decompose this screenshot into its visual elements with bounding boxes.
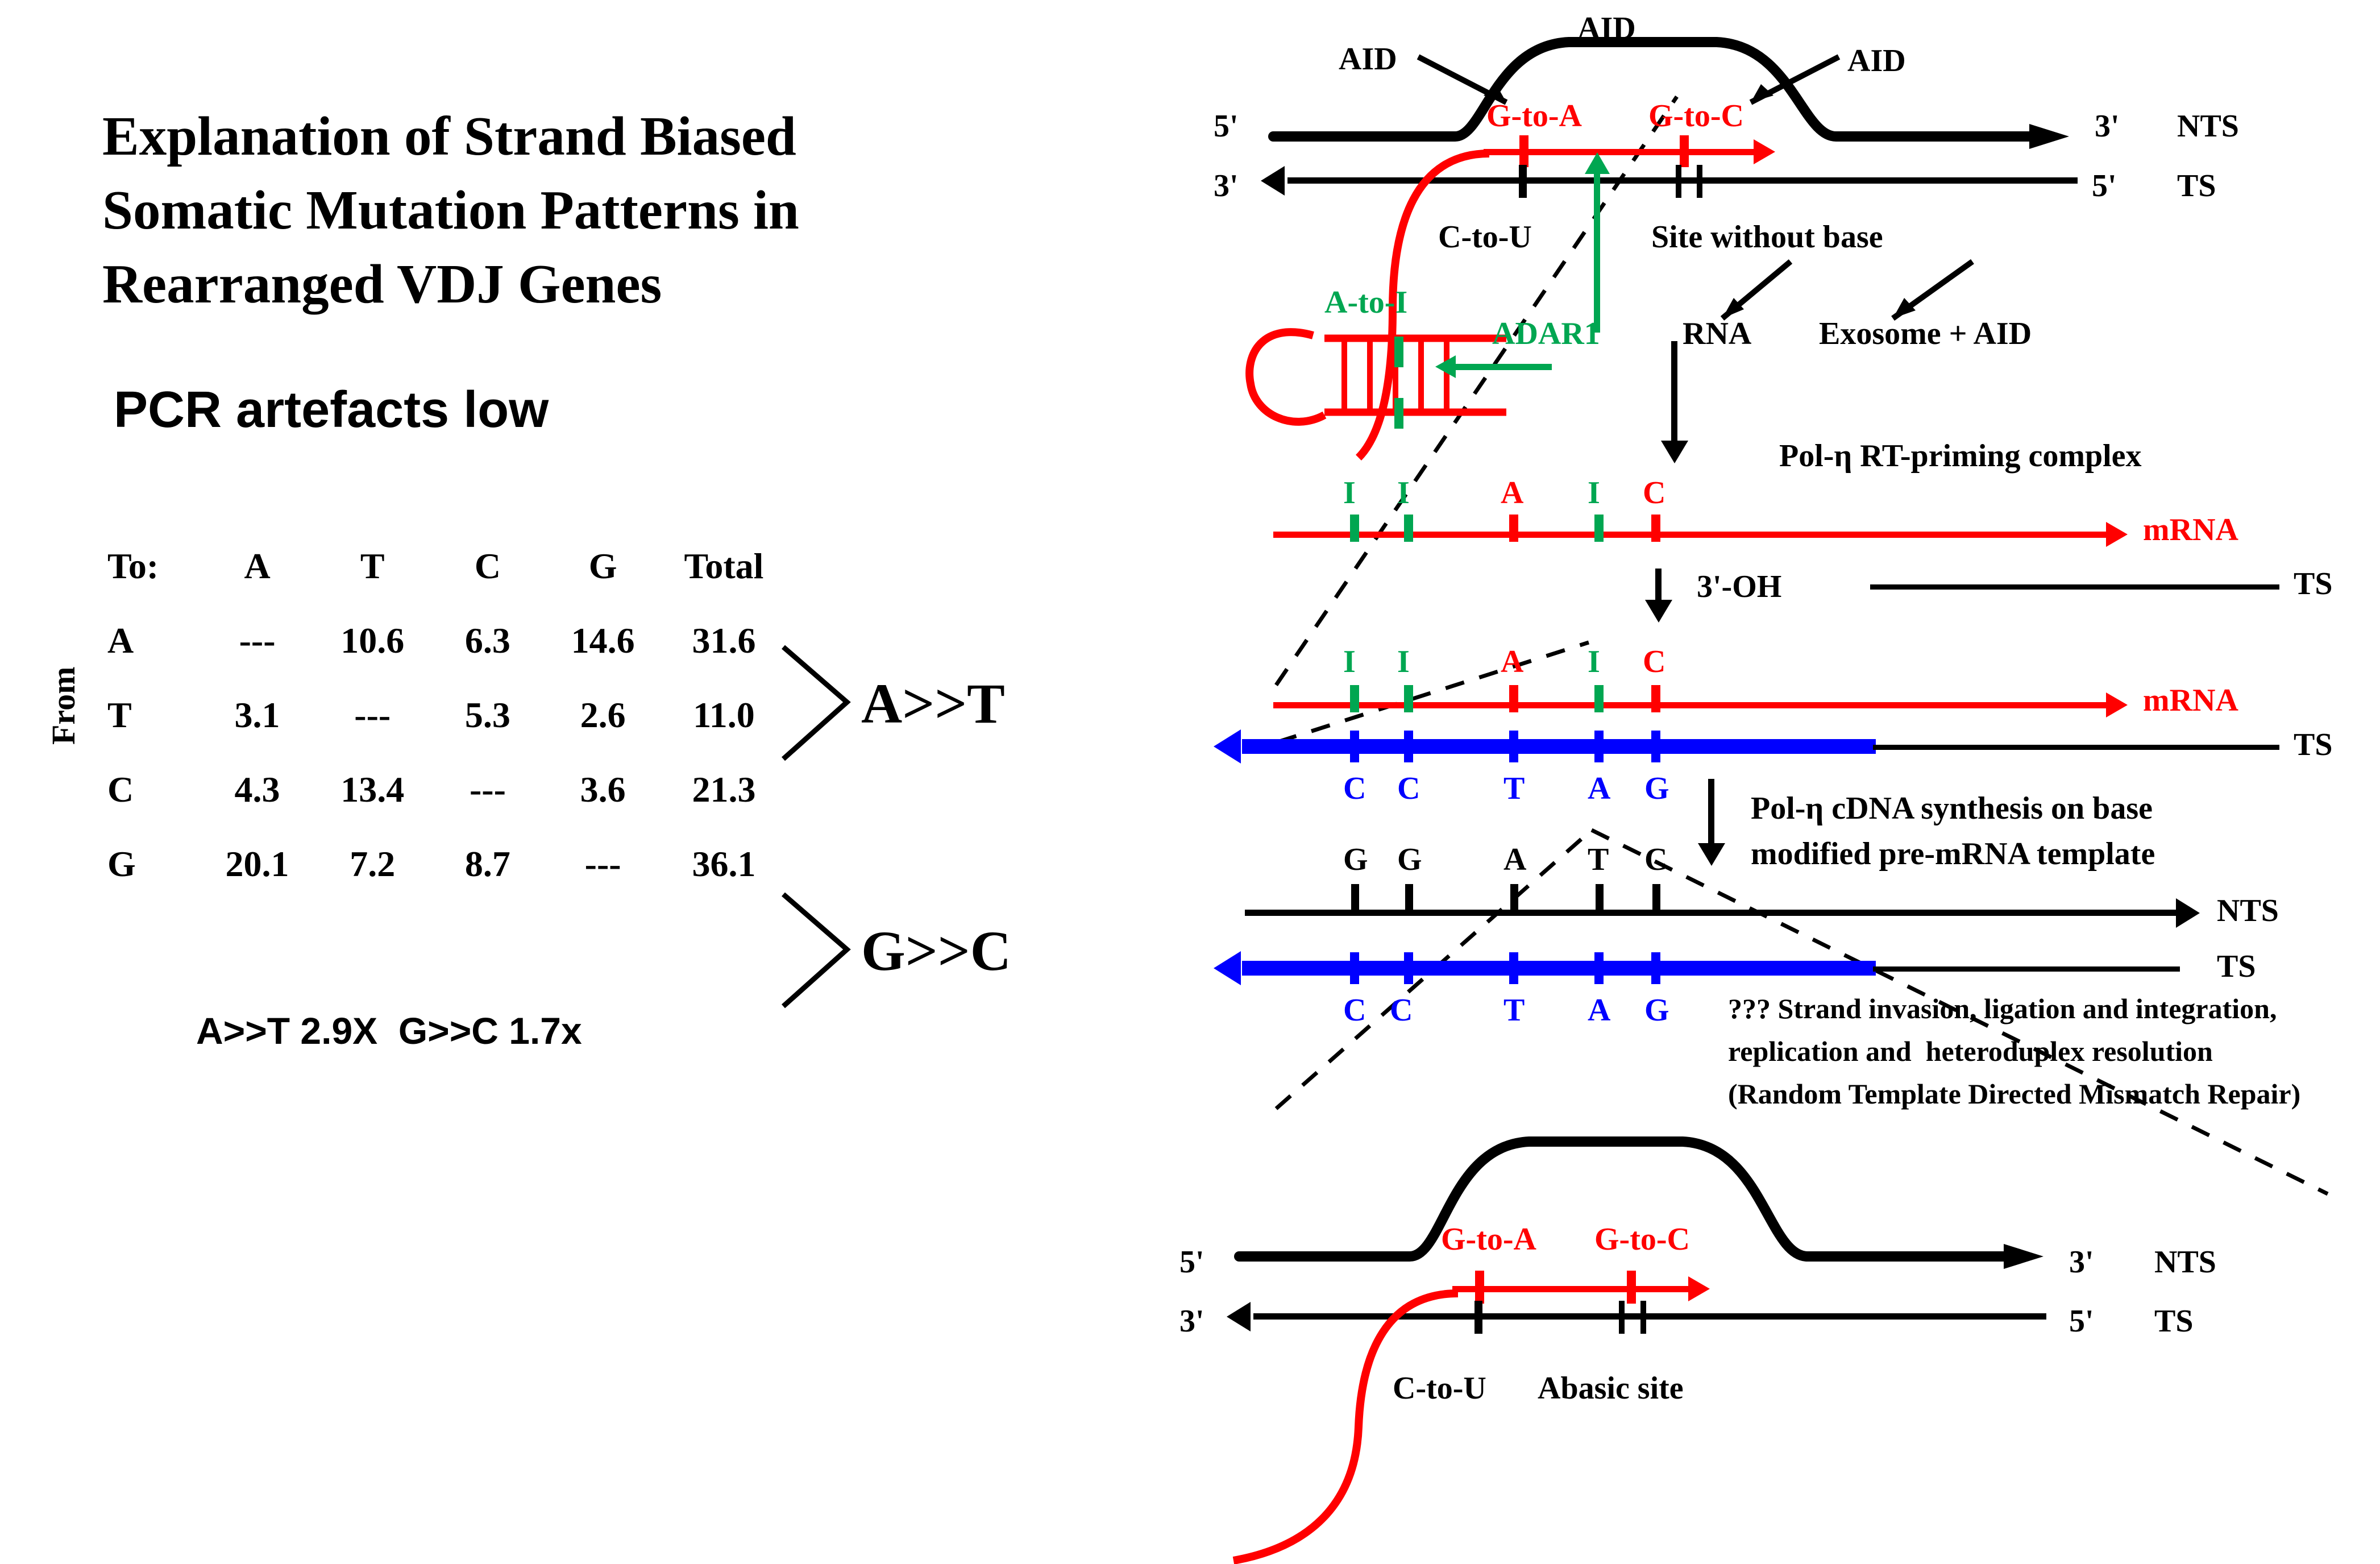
tick-abasic-b-bottom — [1640, 1301, 1646, 1334]
duplex-top-base-1: G — [1343, 842, 1368, 877]
column-header-a: A — [244, 545, 271, 586]
five-prime-left-bottom: 5' — [1179, 1244, 1204, 1280]
a-to-i-label: A-to-I — [1324, 285, 1408, 320]
tick-cdna-2-1 — [1350, 731, 1359, 762]
cell-a-a: --- — [239, 620, 276, 661]
base-label-1-2: I — [1397, 475, 1410, 511]
column-header-g: G — [588, 545, 617, 586]
column-header-total: Total — [684, 545, 764, 586]
flow-arrow-line-2 — [1655, 569, 1662, 604]
base-label-1-3: A — [1501, 475, 1524, 511]
nts-label-duplex: NTS — [2217, 893, 2279, 928]
tick-base-2-3 — [1509, 685, 1518, 712]
abasic-site-label: Abasic site — [1538, 1371, 1684, 1406]
duplex-top-base-4: T — [1588, 842, 1609, 877]
cell-a-c: 6.3 — [464, 620, 510, 661]
mrna-label-2: mRNA — [2143, 683, 2238, 718]
tick-base-2-2 — [1404, 685, 1413, 712]
duplex-top-base-2: G — [1397, 842, 1422, 877]
tick-cdna-2-5 — [1651, 731, 1660, 762]
cdna-label-2-2: C — [1397, 771, 1420, 806]
flow-arrow-head-3 — [1698, 843, 1725, 866]
ts-label-duplex: TS — [2217, 949, 2256, 984]
adar1-green-arrowhead — [1585, 152, 1610, 174]
base-label-2-5: C — [1643, 644, 1666, 679]
page-title: Explanation of Strand Biased Somatic Mutation Patterns in Rearranged VDJ Genes — [102, 106, 799, 314]
ts-arrowhead-left-top — [1261, 166, 1285, 196]
base-label-2-2: I — [1397, 644, 1410, 679]
g-to-a-label-bottom: G-to-A — [1441, 1222, 1536, 1257]
base-label-2-3: A — [1501, 644, 1524, 679]
nts-strand-duplex — [1245, 910, 2180, 916]
adar1-green-line — [1594, 165, 1600, 333]
cdna-arrowhead-2 — [1214, 729, 1241, 764]
cell-c-total: 21.3 — [692, 769, 756, 810]
cell-a-total: 31.6 — [692, 620, 756, 661]
row-label-c: C — [107, 769, 134, 810]
base-label-1-1: I — [1343, 475, 1356, 511]
cell-g-c: 8.7 — [464, 843, 510, 884]
aid-label-top: AID — [1577, 11, 1636, 46]
cell-a-g: 14.6 — [571, 620, 635, 661]
c-to-u-label-top: C-to-U — [1438, 219, 1532, 255]
cell-t-g: 2.6 — [580, 694, 626, 735]
three-prime-left-bottom: 3' — [1179, 1304, 1204, 1339]
three-prime-right-top: 3' — [2095, 109, 2120, 144]
tick-duplex-bottom-4 — [1594, 952, 1604, 984]
tick-base-2-4 — [1594, 685, 1604, 712]
tick-base-1-5 — [1651, 515, 1660, 542]
cdna-label-2-4: A — [1588, 771, 1611, 806]
tick-base-2-5 — [1651, 685, 1660, 712]
cell-t-total: 11.0 — [693, 694, 755, 735]
cell-a-t: 10.6 — [340, 620, 405, 661]
tick-duplex-bottom-1 — [1350, 952, 1359, 984]
three-prime-left-top: 3' — [1214, 168, 1239, 204]
cell-t-t: --- — [354, 694, 391, 735]
tick-abasic-b-top — [1697, 165, 1702, 198]
ts-label-mrna2: TS — [2294, 727, 2333, 762]
mutation-matrix-table — [105, 529, 787, 901]
tick-base-1-4 — [1594, 515, 1604, 542]
five-prime-left-top: 5' — [1214, 109, 1239, 144]
red-rna-curve-bottom — [1199, 1268, 1495, 1563]
flow-arrow-head-2 — [1645, 600, 1672, 623]
base-label-2-4: I — [1588, 644, 1600, 679]
exosome-aid-label: Exosome + AID — [1819, 316, 2032, 351]
base-label-2-1: I — [1343, 644, 1356, 679]
mrna-label-1: mRNA — [2143, 512, 2238, 547]
aid-label-left: AID — [1339, 42, 1397, 77]
tick-base-1-1 — [1350, 515, 1359, 542]
cell-g-t: 7.2 — [350, 843, 396, 884]
ts-label-top: TS — [2177, 168, 2216, 204]
tick-duplex-bottom-5 — [1651, 952, 1660, 984]
cdna-label-2-5: G — [1644, 771, 1669, 806]
ts-strand-mrna1 — [1870, 584, 2279, 590]
table-row — [105, 678, 787, 752]
three-prime-right-bottom: 3' — [2069, 1244, 2094, 1280]
aid-label-right: AID — [1847, 43, 1906, 78]
tick-base-1-3 — [1509, 515, 1518, 542]
mrna-strand-2 — [1273, 702, 2115, 708]
question-line-1: ??? Strand invasion, ligation and integration, — [1728, 993, 2277, 1024]
table-row — [105, 603, 787, 678]
ratio-label-gc: G>>C — [861, 919, 1011, 982]
duplex-top-base-5: C — [1644, 842, 1668, 877]
cell-g-a: 20.1 — [225, 843, 289, 884]
bracket-gc — [779, 890, 858, 1015]
tick-cdna-2-2 — [1404, 731, 1413, 762]
cell-t-c: 5.3 — [464, 694, 510, 735]
tick-base-2-1 — [1350, 685, 1359, 712]
duplex-bottom-base-2: C — [1390, 993, 1413, 1028]
cell-g-total: 36.1 — [692, 843, 756, 884]
column-header-c: C — [474, 545, 501, 586]
cell-c-g: 3.6 — [580, 769, 626, 810]
tick-a-to-i-upper — [1394, 337, 1403, 367]
fold-change-note: A>>T 2.9X G>>C 1.7x — [196, 1010, 582, 1052]
cell-t-a: 3.1 — [234, 694, 280, 735]
table-row — [105, 752, 787, 827]
tick-abasic-a-top — [1676, 165, 1681, 198]
mrna-arrowhead-2 — [2106, 692, 2128, 717]
rna-label: RNA — [1683, 316, 1752, 351]
three-oh-label: 3'-OH — [1697, 569, 1782, 604]
mrna-arrowhead-1 — [2106, 522, 2128, 547]
row-label-t: T — [107, 694, 132, 735]
question-line-2: replication and heteroduplex resolution — [1728, 1035, 2213, 1067]
tick-g-to-c-bottom — [1627, 1271, 1636, 1304]
cell-c-a: 4.3 — [234, 769, 280, 810]
g-to-c-label-bottom: G-to-C — [1594, 1222, 1690, 1257]
cell-c-t: 13.4 — [340, 769, 405, 810]
table-row — [105, 827, 787, 901]
flow-arrow-head-1 — [1661, 441, 1688, 463]
tick-cdna-2-3 — [1509, 731, 1518, 762]
g-to-a-label-top: G-to-A — [1486, 98, 1582, 134]
adar1-arrow-head — [1435, 355, 1456, 378]
site-without-base-label: Site without base — [1651, 219, 1883, 255]
axis-label-from: From — [45, 666, 82, 745]
duplex-bottom-base-4: A — [1588, 993, 1611, 1028]
cdna-label-2-1: C — [1343, 771, 1366, 806]
tick-a-to-i-lower — [1394, 398, 1403, 429]
duplex-bottom-base-5: G — [1644, 993, 1669, 1028]
tick-cdna-2-4 — [1594, 731, 1604, 762]
table-corner-label: To: — [107, 545, 159, 586]
row-label-g: G — [107, 843, 136, 884]
tick-g-to-c-top — [1680, 135, 1689, 167]
base-label-1-5: C — [1643, 475, 1666, 511]
tick-abasic-a-bottom — [1619, 1301, 1625, 1334]
nts-label-bottom: NTS — [2154, 1244, 2216, 1280]
adar1-label: ADAR1 — [1492, 316, 1600, 351]
row-label-a: A — [107, 620, 134, 661]
pcr-artefacts-note: PCR artefacts low — [114, 381, 549, 438]
adar1-arrow-line — [1455, 364, 1552, 370]
ts-strand-duplex — [1873, 966, 2180, 972]
duplex-bottom-base-3: T — [1503, 993, 1525, 1028]
cdna-label-2-3: T — [1503, 771, 1525, 806]
c-to-u-label-bottom: C-to-U — [1393, 1371, 1486, 1406]
five-prime-right-top: 5' — [2092, 168, 2117, 204]
rt-priming-caption: Pol-η RT-priming complex — [1779, 438, 2142, 474]
mrna-strand-1 — [1273, 532, 2115, 538]
red-strand-arrowhead-top — [1754, 139, 1775, 164]
ts-label-bottom: TS — [2154, 1304, 2194, 1339]
ratio-label-at: A>>T — [861, 672, 1005, 735]
column-header-t: T — [360, 545, 385, 586]
cell-c-c: --- — [469, 769, 506, 810]
cdna-strand-2 — [1242, 739, 1876, 754]
flow-arrow-line-1 — [1671, 341, 1677, 443]
tick-c-to-u-top — [1519, 165, 1527, 198]
tick-base-1-2 — [1404, 515, 1413, 542]
duplex-top-base-3: A — [1503, 842, 1527, 877]
ts-strand-mrna2 — [1873, 745, 2279, 750]
bracket-at — [779, 642, 858, 768]
duplex-bottom-base-1: C — [1343, 993, 1366, 1028]
ts-label-mrna1: TS — [2294, 566, 2333, 601]
nts-arrowhead-duplex — [2176, 898, 2200, 928]
cdna-arrowhead-duplex — [1214, 951, 1241, 985]
cdna-strand-duplex — [1242, 961, 1876, 976]
nts-label-top: NTS — [2177, 109, 2239, 144]
question-line-3: (Random Template Directed Mismatch Repair) — [1728, 1078, 2301, 1110]
cell-g-g: --- — [584, 843, 621, 884]
red-strand-arrowhead-bottom — [1688, 1276, 1710, 1301]
cdna-caption-line2: modified pre-mRNA template — [1751, 836, 2155, 872]
five-prime-right-bottom: 5' — [2069, 1304, 2094, 1339]
base-label-1-4: I — [1588, 475, 1600, 511]
tick-duplex-bottom-3 — [1509, 952, 1518, 984]
flow-arrow-line-3 — [1708, 779, 1714, 847]
cdna-caption-line1: Pol-η cDNA synthesis on base — [1751, 791, 2153, 826]
table-header-row — [105, 529, 787, 603]
g-to-c-label-top: G-to-C — [1648, 98, 1744, 134]
tick-duplex-bottom-2 — [1404, 952, 1413, 984]
